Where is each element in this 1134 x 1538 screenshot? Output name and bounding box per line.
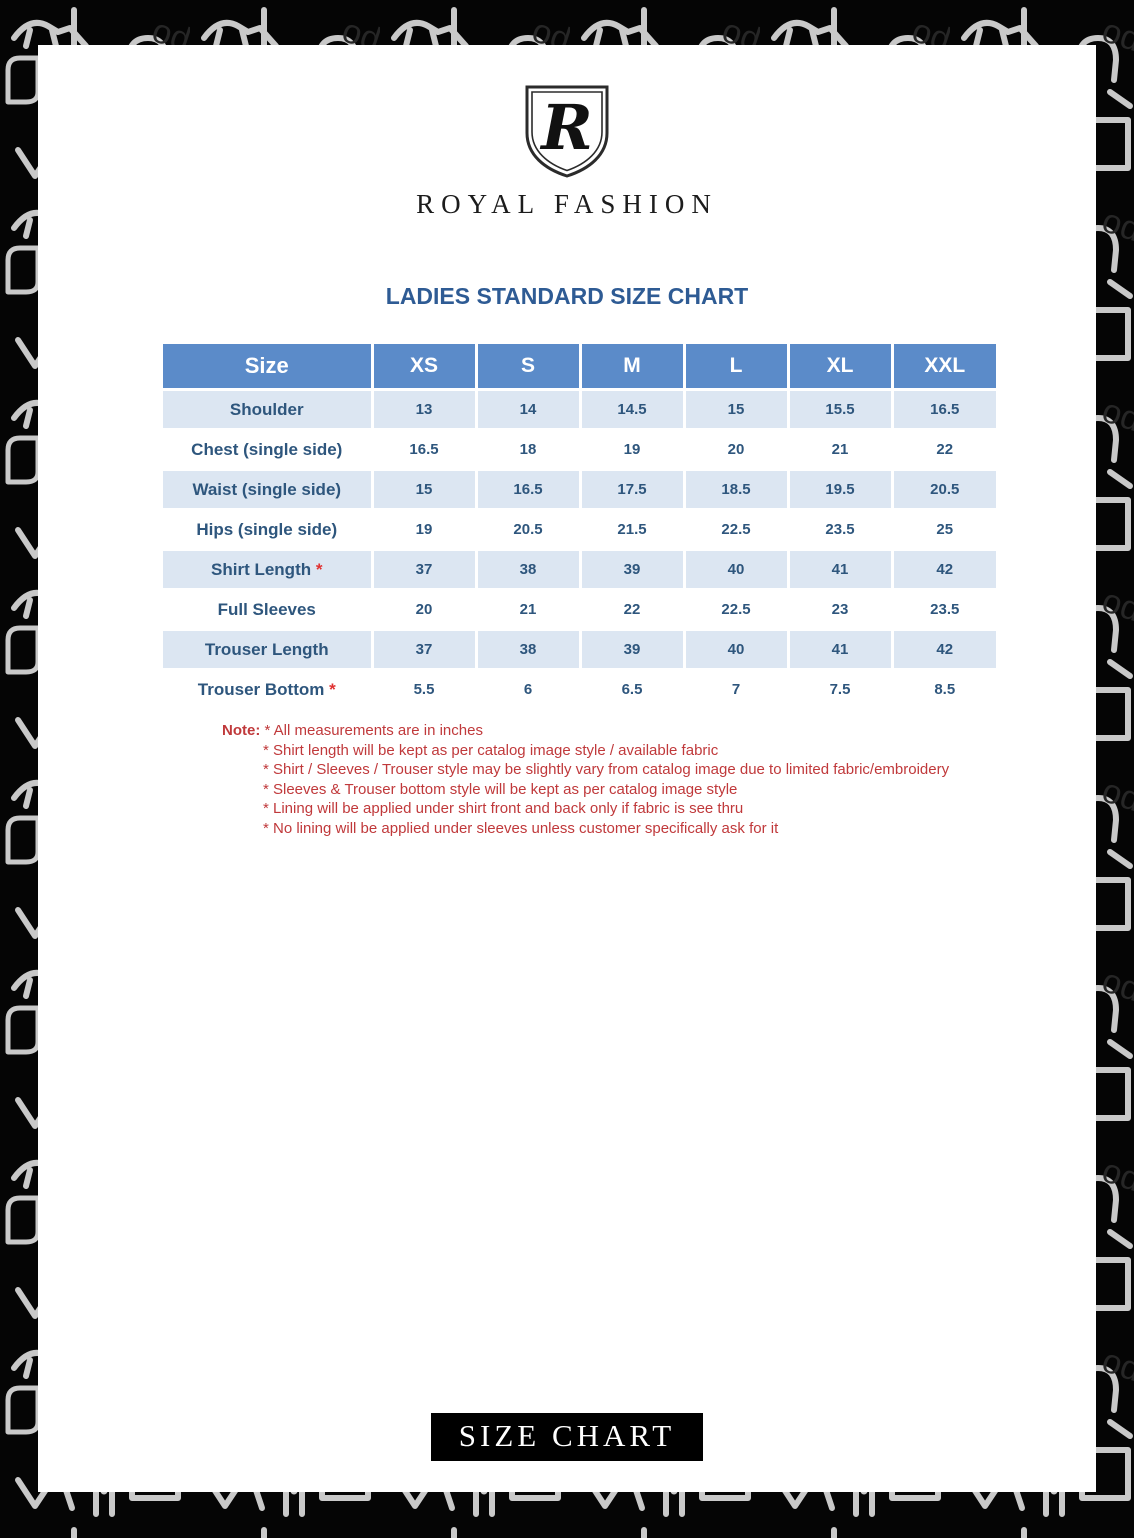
measurement-label: Full Sleeves [163, 590, 372, 630]
measurement-value-cell: 20.5 [476, 510, 580, 550]
measurement-value-cell: 21 [476, 590, 580, 630]
size-header-s: S [476, 344, 580, 390]
measurement-label: Trouser Length [163, 630, 372, 670]
measurement-value-cell: 38 [476, 550, 580, 590]
size-header-l: L [684, 344, 788, 390]
measurement-label: Trouser Bottom * [163, 670, 372, 710]
measurement-value-cell: 40 [684, 630, 788, 670]
measurement-value-cell: 20.5 [892, 470, 996, 510]
table-row [163, 390, 996, 430]
size-column-header: Size [163, 344, 372, 390]
note-line: Note: * All measurements are in inches [222, 722, 483, 739]
measurement-value-cell: 7 [684, 670, 788, 710]
measurement-value-cell: 38 [476, 630, 580, 670]
measurement-label: Shoulder [163, 390, 372, 430]
table-row [163, 630, 996, 670]
note-line: * Lining will be applied under shirt front and back only if fabric is see thru [263, 800, 744, 818]
measurement-value-cell: 7.5 [788, 670, 892, 710]
brand-logo [38, 83, 1096, 220]
measurement-value-cell: 18.5 [684, 470, 788, 510]
measurement-value-cell: 23 [788, 590, 892, 630]
measurement-value-cell: 13 [372, 390, 476, 430]
size-table-header [163, 344, 996, 390]
table-row [163, 670, 996, 710]
table-row [163, 590, 996, 630]
measurement-value-cell: 19 [580, 430, 684, 470]
size-table-body [163, 390, 996, 710]
measurement-value-cell: 23.5 [788, 510, 892, 550]
measurement-value-cell: 8.5 [892, 670, 996, 710]
measurement-value-cell: 19.5 [788, 470, 892, 510]
note-line: * Shirt / Sleeves / Trouser style may be slightly vary from catalog image due to limited fabric/embroidery [263, 761, 950, 779]
measurement-label: Chest (single side) [163, 430, 372, 470]
measurement-value-cell: 21 [788, 430, 892, 470]
note-line: * No lining will be applied under sleeves unless customer specifically ask for it [263, 819, 779, 837]
measurement-value-cell: 42 [892, 550, 996, 590]
measurement-value-cell: 19 [372, 510, 476, 550]
measurement-value-cell: 40 [684, 550, 788, 590]
measurement-value-cell: 21.5 [580, 510, 684, 550]
page-title: LADIES STANDARD SIZE CHART [385, 283, 749, 309]
measurement-value-cell: 41 [788, 630, 892, 670]
measurement-value-cell: 15.5 [788, 390, 892, 430]
size-header-xl: XL [788, 344, 892, 390]
measurement-value-cell: 5.5 [372, 670, 476, 710]
measurement-value-cell: 39 [580, 630, 684, 670]
measurement-value-cell: 16.5 [372, 430, 476, 470]
monogram-letter: R [541, 91, 593, 164]
measurement-value-cell: 16.5 [476, 470, 580, 510]
size-table [163, 344, 996, 711]
size-chart-banner: SIZE CHART [431, 1413, 703, 1461]
measurement-value-cell: 6 [476, 670, 580, 710]
measurement-label: Hips (single side) [163, 510, 372, 550]
table-row [163, 550, 996, 590]
measurement-label: Waist (single side) [163, 470, 372, 510]
measurement-value-cell: 22 [892, 430, 996, 470]
measurement-value-cell: 17.5 [580, 470, 684, 510]
brand-name: ROYAL FASHION [416, 189, 718, 219]
measurement-label: Shirt Length * [163, 550, 372, 590]
table-row [163, 510, 996, 550]
note-label: Note: [222, 722, 265, 739]
measurement-value-cell: 25 [892, 510, 996, 550]
measurement-value-cell: 39 [580, 550, 684, 590]
size-header-m: M [580, 344, 684, 390]
table-row [163, 470, 996, 510]
measurement-value-cell: 22 [580, 590, 684, 630]
measurement-value-cell: 20 [372, 590, 476, 630]
measurement-value-cell: 20 [684, 430, 788, 470]
measurement-value-cell: 41 [788, 550, 892, 590]
measurement-value-cell: 23.5 [892, 590, 996, 630]
measurement-value-cell: 22.5 [684, 590, 788, 630]
note-line: * Sleeves & Trouser bottom style will be kept as per catalog image style [263, 780, 738, 798]
measurement-value-cell: 22.5 [684, 510, 788, 550]
measurement-value-cell: 15 [372, 470, 476, 510]
shield-monogram-icon [515, 83, 619, 181]
measurement-value-cell: 14 [476, 390, 580, 430]
notes-block [222, 721, 949, 839]
measurement-value-cell: 37 [372, 630, 476, 670]
size-header-xs: XS [372, 344, 476, 390]
measurement-value-cell: 42 [892, 630, 996, 670]
measurement-value-cell: 16.5 [892, 390, 996, 430]
measurement-value-cell: 14.5 [580, 390, 684, 430]
required-star: * [324, 679, 336, 699]
measurement-value-cell: 18 [476, 430, 580, 470]
size-header-xxl: XXL [892, 344, 996, 390]
note-line: * Shirt length will be kept as per catalog image style / available fabric [263, 741, 719, 759]
required-star: * [311, 559, 323, 579]
footer-banner-wrap [38, 1413, 1096, 1461]
measurement-value-cell: 15 [684, 390, 788, 430]
table-row [163, 430, 996, 470]
size-chart-page [38, 45, 1096, 1492]
measurement-value-cell: 6.5 [580, 670, 684, 710]
measurement-value-cell: 37 [372, 550, 476, 590]
